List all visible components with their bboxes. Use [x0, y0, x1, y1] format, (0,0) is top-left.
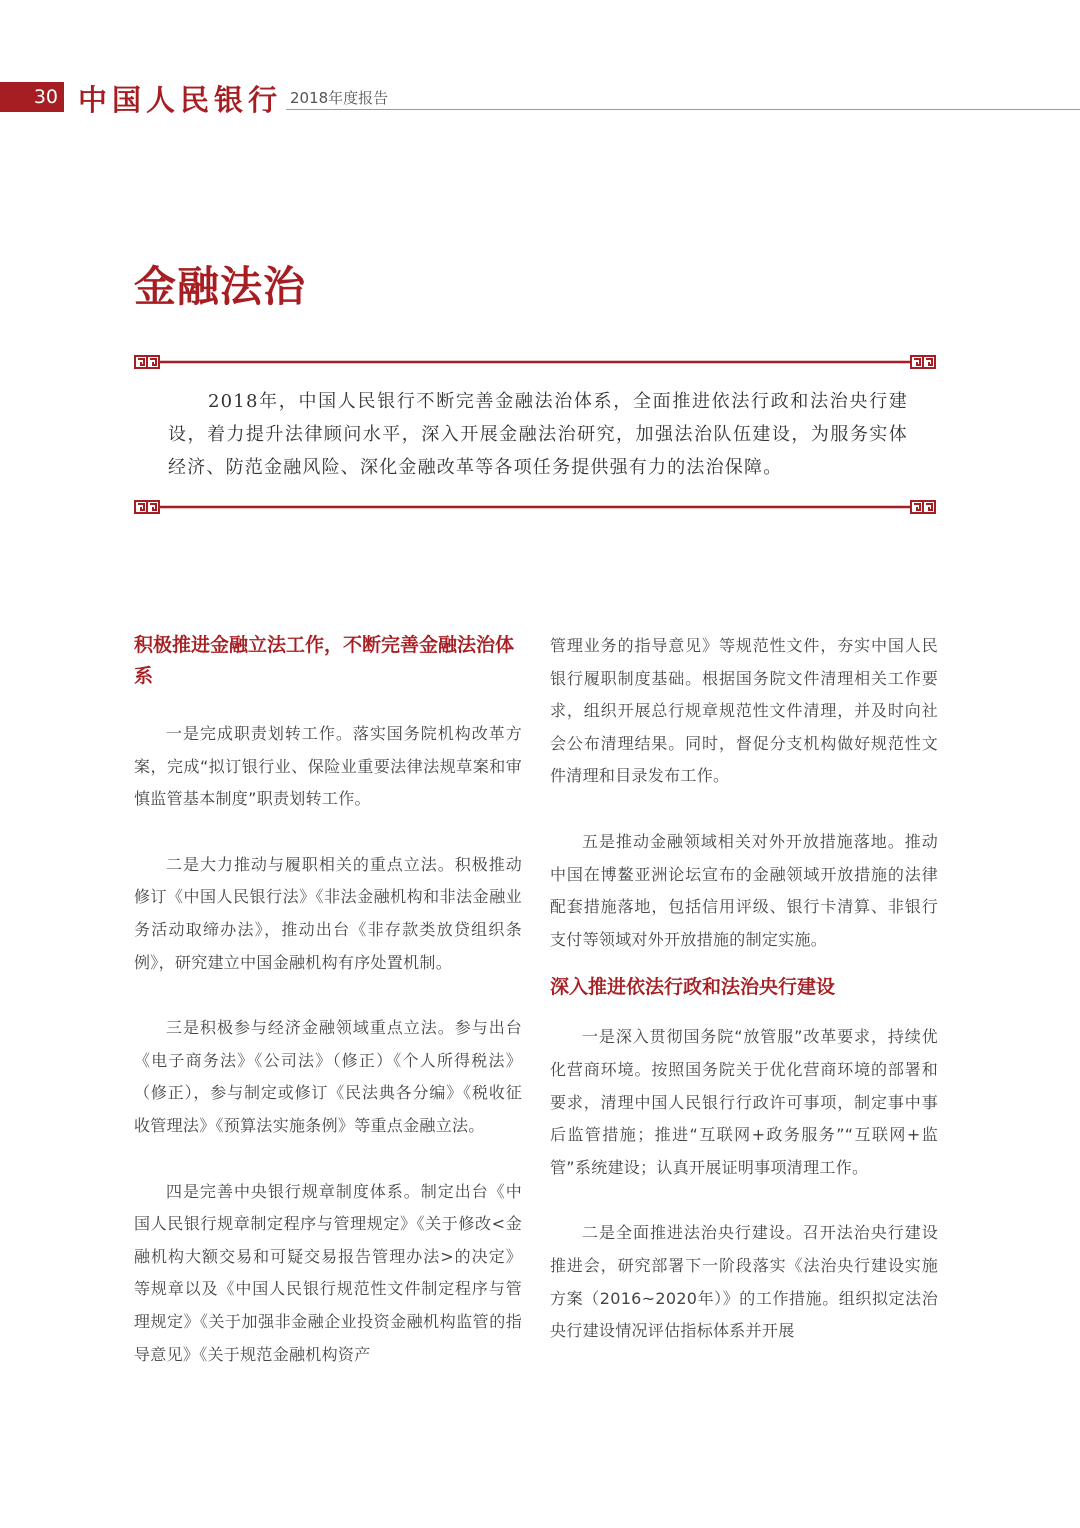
page-number: 30 [0, 82, 64, 112]
left-column [134, 630, 522, 1371]
section-title: 金融法治 [134, 262, 307, 311]
right-continuation: 管理业务的指导意见》等规范性文件，夯实中国人民银行履职制度基础。根据国务院文件清理相关工作要求，组织开展总行规章规范性文件清理，并及时向社会公布清理结果。同时，督促分支机构做好规范性文件清理和目录发布工作。 [550, 636, 938, 786]
right-paragraph-1: 一是深入贯彻国务院“放管服”改革要求，持续优化营商环境。按照国务院关于优化营商环境的部署和要求，清理中国人民银行行政许可事项，制定事中事后监管措施；推进“互联网+政务服务”“互联网+监管”系统建设；认真开展证明事项清理工作。 [550, 1027, 938, 1177]
left-paragraph-1: 一是完成职责划转工作。落实国务院机构改革方案，完成“拟订银行业、保险业重要法律法规草案和审慎监管基本制度”职责划转工作。 [134, 724, 522, 809]
right-paragraph-2: 二是全面推进法治央行建设。召开法治央行建设推进会，研究部署下一阶段落实《法治央行建设实施方案（2016~2020年）》的工作措施。组织拟定法治央行建设情况评估指标体系并开展 [550, 1223, 938, 1341]
ornament-top [134, 354, 936, 370]
header-rule [286, 109, 1080, 110]
report-label: 2018年度报告 [290, 89, 389, 107]
brand-title: 中国人民银行 [78, 83, 283, 117]
right-column [550, 630, 938, 1348]
left-paragraph-4: 四是完善中央银行规章制度体系。制定出台《中国人民银行规章制定程序与管理规定》《关于修改<金融机构大额交易和可疑交易报告管理办法>的决定》等规章以及《中国人民银行规范性文件制定程序与管理规定》《关于加强非金融企业投资金融机构监管的指导意见》《关于规范金融机构资产 [134, 1181, 522, 1364]
right-heading: 深入推进依法行政和法治央行建设 [550, 976, 836, 999]
right-paragraph-five: 五是推动金融领域相关对外开放措施落地。推动中国在博鳌亚洲论坛宣布的金融领域开放措施的法律配套措施落地，包括信用评级、银行卡清算、非银行支付等领域对外开放措施的制定实施。 [550, 831, 938, 949]
intro-paragraph: 2018年，中国人民银行不断完善金融法治体系，全面推进依法行政和法治央行建设，着力提升法律顾问水平，深入开展金融法治研究，加强法治队伍建设，为服务实体经济、防范金融风险、深化金融改革等各项任务提供强有力的法治保障。 [168, 391, 908, 478]
left-heading: 积极推进金融立法工作，不断完善金融法治体系 [134, 634, 515, 687]
left-paragraph-3: 三是积极参与经济金融领域重点立法。参与出台《电子商务法》《公司法》（修正）《个人所得税法》（修正），参与制定或修订《民法典各分编》《税收征收管理法》《预算法实施条例》等重点金融立法。 [134, 1018, 522, 1135]
left-paragraph-2: 二是大力推动与履职相关的重点立法。积极推动修订《中国人民银行法》《非法金融机构和非法金融业务活动取缔办法》，推动出台《非存款类放贷组织条例》，研究建立中国金融机构有序处置机制。 [134, 854, 522, 972]
ornament-bottom [134, 499, 936, 515]
